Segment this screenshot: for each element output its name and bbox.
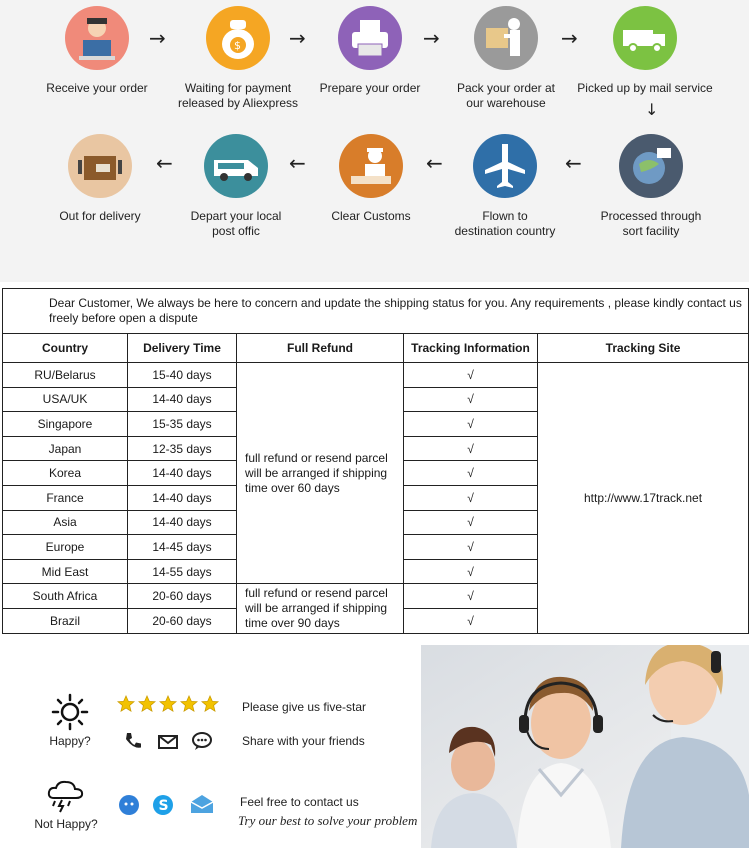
table-header-row xyxy=(3,334,749,363)
step-out-for-delivery: Out for delivery xyxy=(25,134,175,224)
step-pack-order: Pack your order at our warehouse xyxy=(431,6,581,111)
step-clear-customs: Clear Customs xyxy=(296,134,446,224)
happy-block xyxy=(30,692,110,748)
time-cell: 14-40 days xyxy=(128,461,237,486)
storm-cloud-icon xyxy=(44,776,88,814)
sun-icon xyxy=(50,692,90,732)
country-cell: Singapore xyxy=(3,412,128,437)
svg-text:$: $ xyxy=(234,39,241,52)
track-cell: √ xyxy=(404,363,538,388)
arrow-left: ← xyxy=(156,151,173,175)
time-cell: 20-60 days xyxy=(128,584,237,609)
shipping-table xyxy=(2,288,749,634)
country-cell: USA/UK xyxy=(3,387,128,412)
country-cell: RU/Belarus xyxy=(3,363,128,388)
box-handling-icon xyxy=(474,6,538,70)
arrow-right: → xyxy=(149,26,166,50)
time-cell: 14-45 days xyxy=(128,535,237,560)
step-waiting-payment: $ Waiting for payment released by Aliexpress xyxy=(163,6,313,111)
star-icon xyxy=(117,695,135,713)
svg-text:S: S xyxy=(158,798,169,814)
not-happy-label: Not Happy? xyxy=(34,817,98,831)
track-cell: √ xyxy=(404,510,538,535)
shipping-process-section xyxy=(0,0,749,282)
refund-60-cell: full refund or resend parcel will be arranged if shipping time over 60 days xyxy=(237,363,404,584)
country-cell: Mid East xyxy=(3,559,128,584)
time-cell: 15-35 days xyxy=(128,412,237,437)
arrow-right: → xyxy=(423,26,440,50)
step-prepare-order: Prepare your order xyxy=(295,6,445,96)
time-cell: 20-60 days xyxy=(128,608,237,633)
arrow-left: ← xyxy=(289,151,306,175)
email-icon[interactable] xyxy=(189,792,215,816)
country-cell: Europe xyxy=(3,535,128,560)
header-tracking-info: Tracking Information xyxy=(404,334,538,363)
track-cell: √ xyxy=(404,584,538,609)
customer-notice: Dear Customer, We always be here to concern and update the shipping status for you. Any requirements , please kindly contact us freely before open a dispute xyxy=(3,289,749,334)
happy-label: Happy? xyxy=(49,734,91,748)
mail-icon xyxy=(157,730,179,752)
track-cell: √ xyxy=(404,559,538,584)
customs-officer-icon xyxy=(339,134,403,198)
time-cell: 14-40 days xyxy=(128,510,237,535)
five-star-rating xyxy=(117,695,222,718)
country-cell: France xyxy=(3,485,128,510)
track-cell: √ xyxy=(404,436,538,461)
printer-icon xyxy=(338,6,402,70)
step-picked-up: Picked up by mail service xyxy=(570,6,720,96)
step-sort-facility: Processed through sort facility xyxy=(576,134,726,239)
share-text: Share with your friends xyxy=(242,734,365,748)
track-cell: √ xyxy=(404,387,538,412)
country-cell: Asia xyxy=(3,510,128,535)
step-flown: Flown to destination country xyxy=(430,134,580,239)
track-cell: √ xyxy=(404,461,538,486)
customer-service-photo xyxy=(421,645,749,848)
time-cell: 14-55 days xyxy=(128,559,237,584)
time-cell: 14-40 days xyxy=(128,485,237,510)
time-cell: 15-40 days xyxy=(128,363,237,388)
track-cell: √ xyxy=(404,608,538,633)
track-cell: √ xyxy=(404,485,538,510)
star-icon xyxy=(159,695,177,713)
header-country: Country xyxy=(3,334,128,363)
not-happy-block xyxy=(26,776,106,831)
star-icon xyxy=(180,695,198,713)
header-full-refund: Full Refund xyxy=(237,334,404,363)
step-receive-order: Receive your order xyxy=(22,6,172,96)
messenger-icon[interactable] xyxy=(117,793,141,817)
arrow-down: ↓ xyxy=(645,100,659,119)
country-cell: Korea xyxy=(3,461,128,486)
phone-icon xyxy=(122,730,144,752)
header-tracking-site: Tracking Site xyxy=(538,334,749,363)
refund-90-cell: full refund or resend parcel will be arranged if shipping time over 90 days xyxy=(237,584,404,633)
track-cell: √ xyxy=(404,412,538,437)
star-icon xyxy=(201,695,219,713)
country-cell: Brazil xyxy=(3,608,128,633)
globe-sort-icon xyxy=(619,134,683,198)
time-cell: 12-35 days xyxy=(128,436,237,461)
star-icon xyxy=(138,695,156,713)
chat-icon xyxy=(191,730,213,752)
time-cell: 14-40 days xyxy=(128,387,237,412)
track-cell: √ xyxy=(404,535,538,560)
five-star-text: Please give us five-star xyxy=(242,700,367,714)
arrow-left: ← xyxy=(426,151,443,175)
country-cell: Japan xyxy=(3,436,128,461)
arrow-right: → xyxy=(289,26,306,50)
tracking-site-link[interactable]: http://www.17track.net xyxy=(538,363,749,634)
contact-text: Feel free to contact us xyxy=(240,795,359,809)
step-depart-post: Depart your local post offic xyxy=(161,134,311,239)
header-delivery-time: Delivery Time xyxy=(128,334,237,363)
airplane-icon xyxy=(473,134,537,198)
arrow-right: → xyxy=(561,26,578,50)
van-icon xyxy=(204,134,268,198)
skype-icon[interactable] xyxy=(151,793,175,817)
arrow-left: ← xyxy=(565,151,582,175)
parcel-icon xyxy=(68,134,132,198)
money-bag-icon xyxy=(206,6,270,70)
best-solve-text: Try our best to solve your problem xyxy=(238,813,418,828)
delivery-truck-icon xyxy=(613,6,677,70)
customer-service-icon xyxy=(65,6,129,70)
table-row xyxy=(3,363,749,388)
country-cell: South Africa xyxy=(3,584,128,609)
